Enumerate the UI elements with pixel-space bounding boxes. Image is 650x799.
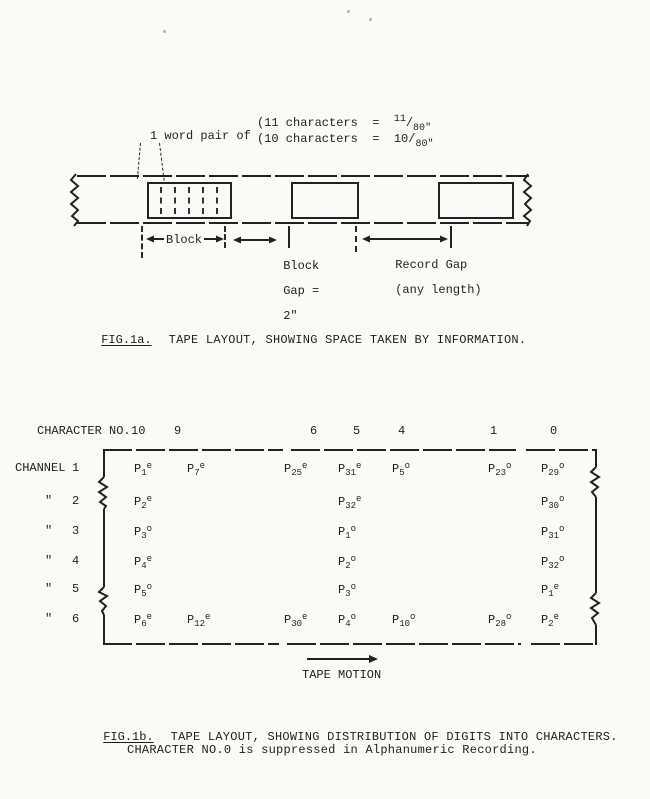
table-bottom-border (103, 643, 279, 645)
digit-cell: $P_{10}^o$ (392, 612, 416, 629)
record-gap-label: Record Gap (any length) (395, 257, 482, 297)
scan-speck (347, 10, 350, 13)
table-border-squiggles (99, 467, 601, 625)
word-pair-guide-line (137, 143, 141, 179)
tape-block-1 (147, 182, 232, 219)
digit-cell: $P_{29}^o$ (541, 461, 565, 478)
figure-1a-tag: FIG.1a. (101, 333, 152, 347)
block-gap-arrow-head (233, 237, 241, 244)
table-top-border (103, 449, 283, 451)
digit-cell: $P_2^e$ (134, 494, 153, 511)
ditto-mark: " (45, 494, 53, 508)
table-right-border (595, 449, 597, 645)
spec-line-11: (11 characters = $^{11}/_{80"}$ (257, 114, 432, 134)
block-gap-label: Block Gap = 2" (283, 258, 320, 323)
digit-cell: $P_2^o$ (338, 554, 357, 571)
word-pair-divider (188, 187, 190, 214)
spec-line-10: (10 characters = $10/_{80"}$ (257, 132, 434, 150)
digit-cell: $P_5^o$ (392, 461, 411, 478)
ditto-mark: " (45, 524, 53, 538)
block-label: Block (166, 233, 203, 247)
block-arrow-left-head (146, 236, 154, 243)
spec-line-10-text: (10 characters = (257, 132, 394, 146)
digit-cell: $P_{28}^o$ (488, 612, 512, 629)
channel-number-label: 6 (72, 612, 80, 626)
channel-word-label: CHANNEL (15, 461, 66, 475)
character-number-header: 4 (398, 424, 406, 438)
record-gap-arrow-head (362, 236, 370, 243)
figure-1a-caption: FIG.1a. TAPE LAYOUT, SHOWING SPACE TAKEN BY INFORMATION. (101, 333, 527, 347)
record-gap-end-bar (450, 226, 452, 248)
ditto-mark: " (45, 554, 53, 568)
digit-cell: $P_5^o$ (134, 582, 153, 599)
digit-cell: $P_3^o$ (338, 582, 357, 599)
digit-cell: $P_{31}^o$ (541, 524, 565, 541)
digit-cell: $P_{30}^o$ (541, 494, 565, 511)
ditto-mark: " (45, 612, 53, 626)
tape-torn-edge-left (71, 174, 78, 226)
digit-cell: $P_1^e$ (541, 582, 560, 599)
digit-cell: $P_3^o$ (134, 524, 153, 541)
figure-1b-caption: FIG.1b. TAPE LAYOUT, SHOWING DISTRIBUTION OF DIGITS INTO CHARACTERS. (103, 730, 618, 744)
figure-1b-tag: FIG.1b. (103, 730, 154, 744)
word-pair-divider (202, 187, 204, 214)
channel-number-label: 1 (72, 461, 80, 475)
block-extent-dashed-line (224, 226, 226, 248)
digit-cell: $P_{32}^e$ (338, 494, 362, 511)
block-gap-arrow-head (269, 237, 277, 244)
digit-cell: $P_{31}^e$ (338, 461, 362, 478)
digit-cell: $P_{30}^e$ (284, 612, 308, 629)
fraction-denominator: 80" (413, 123, 432, 134)
figure-1b-caption-note: CHARACTER NO.0 is suppressed in Alphanumeric Recording. (127, 743, 537, 757)
table-bottom-border (287, 643, 521, 645)
word-pair-divider (174, 187, 176, 214)
scan-speck (163, 30, 166, 33)
digit-cell: $P_{12}^e$ (187, 612, 211, 629)
character-number-header: 9 (174, 424, 182, 438)
block-extent-dashed-line (141, 226, 143, 258)
digit-cell: $P_{32}^o$ (541, 554, 565, 571)
tape-bottom-edge (77, 222, 529, 224)
word-pair-divider (160, 187, 162, 214)
table-top-border (526, 449, 597, 451)
table-top-border (291, 449, 516, 451)
channel-number-label: 5 (72, 582, 80, 596)
spec-line-11-text: (11 characters = (257, 116, 394, 130)
character-no-label: CHARACTER NO. (37, 424, 131, 438)
digit-cell: $P_6^e$ (134, 612, 153, 629)
digit-cell: $P_7^e$ (187, 461, 206, 478)
table-left-border (103, 449, 105, 645)
channel-number-label: 4 (72, 554, 80, 568)
digit-cell: $P_{23}^o$ (488, 461, 512, 478)
character-number-header: 10 (131, 424, 146, 438)
tape-torn-edge-right (524, 174, 531, 226)
channel-number-label: 3 (72, 524, 80, 538)
digit-cell: $P_1^e$ (134, 461, 153, 478)
record-gap-arrow-head (440, 236, 448, 243)
ditto-mark: " (45, 582, 53, 596)
fraction-denominator: 80" (415, 139, 434, 150)
character-number-header: 5 (353, 424, 361, 438)
tape-block-3 (438, 182, 514, 219)
block-gap-end-bar (288, 226, 290, 248)
word-pair-divider (216, 187, 218, 214)
channel-number-label: 2 (72, 494, 80, 508)
character-number-header: 6 (310, 424, 318, 438)
tape-top-edge (77, 175, 529, 177)
fraction-numerator: 10 (393, 132, 409, 146)
word-pair-label: 1 word pair of (150, 129, 251, 143)
digit-cell: $P_4^o$ (338, 612, 357, 629)
digit-cell: $P_{25}^e$ (284, 461, 308, 478)
tape-motion-label: TAPE MOTION (302, 668, 382, 682)
tape-block-2 (291, 182, 359, 219)
scan-speck (369, 18, 372, 21)
digit-cell: $P_4^e$ (134, 554, 153, 571)
block-arrow-right-head (216, 236, 224, 243)
character-number-header: 1 (490, 424, 498, 438)
digit-cell: $P_2^e$ (541, 612, 560, 629)
tape-motion-arrow-head (369, 655, 378, 663)
character-number-header: 0 (550, 424, 558, 438)
digit-cell: $P_1^o$ (338, 524, 357, 541)
fraction-numerator: 11 (393, 114, 406, 125)
table-bottom-border (531, 643, 597, 645)
